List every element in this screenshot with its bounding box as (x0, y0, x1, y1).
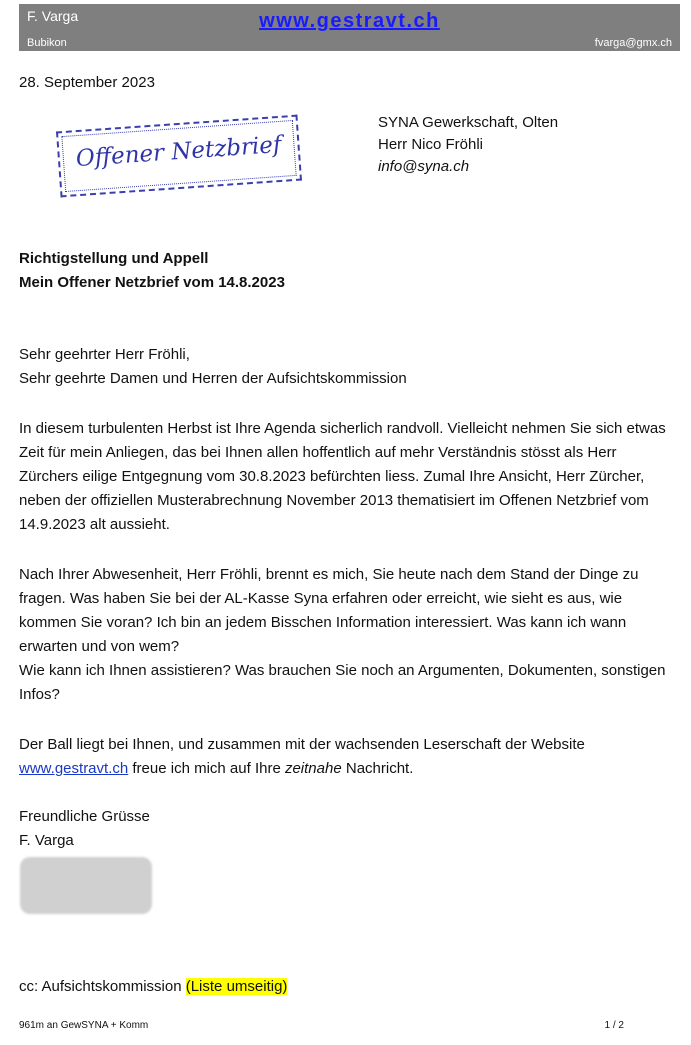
closing-greeting: Freundliche Grüsse (19, 808, 150, 825)
subject-line-1: Richtigstellung und Appell (19, 250, 209, 267)
recipient-email[interactable]: info@syna.ch (378, 158, 470, 175)
recipient-org: SYNA Gewerkschaft, Olten (378, 114, 559, 131)
cc-label: cc: Aufsichtskommission (19, 978, 182, 995)
body-paragraph-3 (19, 733, 679, 781)
body-paragraph-2a: Nach Ihrer Abwesenheit, Herr Fröhli, brennt es mich, Sie heute nach dem Stand der Dinge zu fragen. Was haben Sie bei der AL-Kasse Syna erfahren oder erreicht, wie sieht es aus, wie kommen Sie voran? Ich bin an jedem Bisschen Information interessiert. Was kann ich wann erwarten und von wem? (19, 566, 639, 655)
website-link-inline[interactable]: www.gestravt.ch (19, 760, 129, 777)
body-paragraph-1: In diesem turbulenten Herbst ist Ihre Agenda sicherlich randvoll. Vielleicht nehmen Sie sich etwas Zeit für mein Anliegen, das bei Ihnen allen hoffentlich auf mehr Verständnis stösst als Herr Zürchers eilige Entgegnung vom 30.8.2023 befürchten liess. Zumal Ihre Ansicht, Herr Zürcher, neben der offiziellen Musterabrechnung November 2013 thematisiert im Offenen Netzbrief vom 14.9.2023 alt aussieht. (19, 420, 666, 533)
recipient-address (378, 112, 558, 178)
page-number: 1 / 2 (604, 1020, 624, 1031)
subject-line-2: Mein Offener Netzbrief vom 14.8.2023 (19, 274, 285, 291)
salutation (19, 343, 679, 391)
sender-location: Bubikon (27, 37, 67, 49)
salutation-line-2: Sehr geehrte Damen und Herren der Aufsichtskommission (19, 370, 407, 387)
subject (19, 247, 285, 295)
p3-emphasis: zeitnahe (284, 760, 342, 777)
recipient-person: Herr Nico Fröhli (378, 136, 484, 153)
closing (19, 805, 679, 853)
signature-redacted (20, 857, 152, 914)
stamp-text: Offener Netzbrief (75, 131, 283, 173)
footer-reference: 961m an GewSYNA + Komm (19, 1020, 149, 1031)
p3-pre: Der Ball liegt bei Ihnen, und zusammen mit der wachsenden Leserschaft der Website (19, 736, 585, 753)
offener-netzbrief-stamp (56, 115, 302, 198)
cc-line (19, 975, 287, 999)
p3-mid: freue ich mich auf Ihre (132, 760, 281, 777)
closing-name: F. Varga (19, 832, 74, 849)
cc-note-highlight: (Liste umseitig) (185, 978, 288, 995)
sender-name: F. Varga (27, 8, 79, 24)
sender-email[interactable]: fvarga@gmx.ch (594, 37, 672, 49)
body-paragraph-2b: Wie kann ich Ihnen assistieren? Was brauchen Sie noch an Argumenten, Dokumenten, sonstigen Infos? (19, 662, 666, 703)
letter-date: 28. September 2023 (19, 74, 155, 91)
p3-post: Nachricht. (345, 760, 414, 777)
salutation-line-1: Sehr geehrter Herr Fröhli, (19, 346, 190, 363)
body-paragraph-2 (19, 563, 679, 707)
letterhead (19, 4, 680, 51)
website-link[interactable]: www.gestravt.ch (259, 10, 440, 32)
